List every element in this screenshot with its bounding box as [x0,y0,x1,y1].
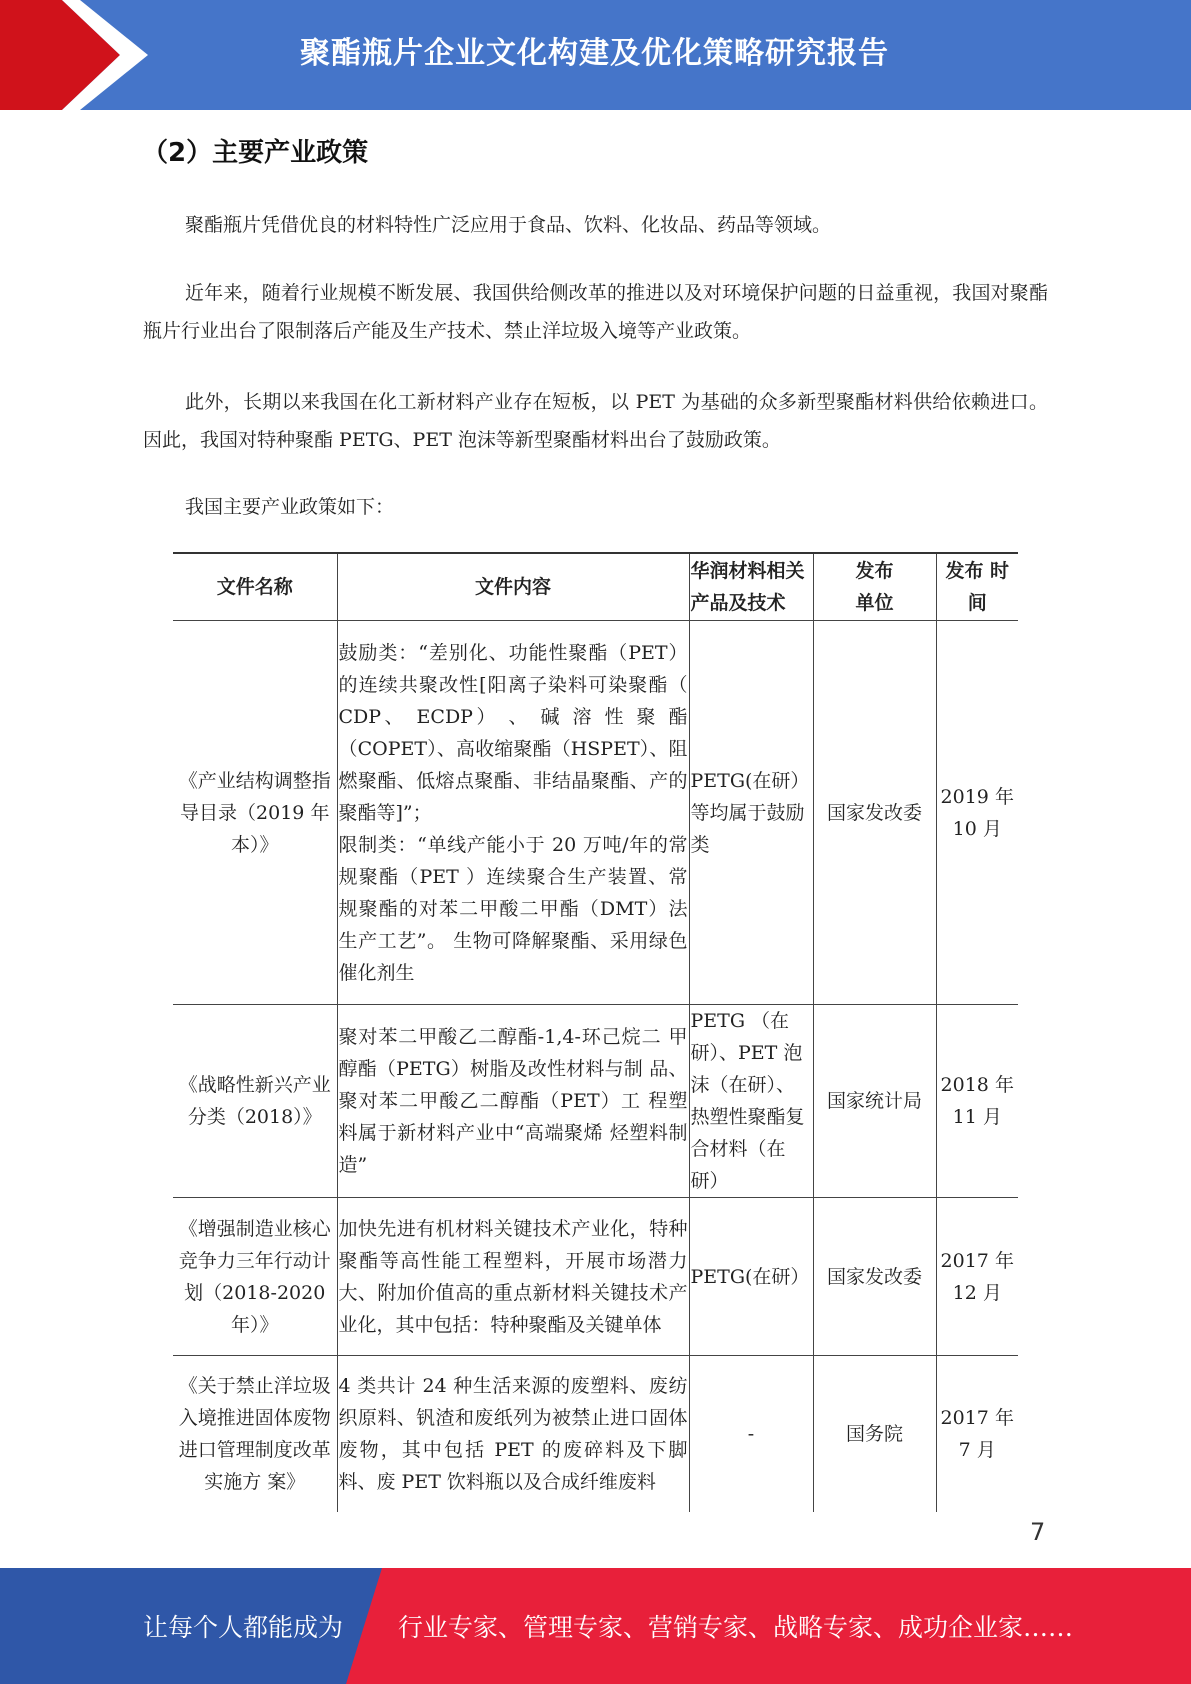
page-number: 7 [1030,1518,1046,1546]
page-header [0,0,1191,110]
cell-date: 2019 年 10 月 [936,621,1018,1005]
paragraph-4: 我国主要产业政策如下： [185,496,395,518]
cell-product: PETG(在研） [689,1198,813,1356]
cell-date: 2018 年 11 月 [936,1005,1018,1198]
cell-unit: 国家统计局 [813,1005,936,1198]
header-date: 发布 时间 [936,553,1018,621]
table-header-row [173,553,1018,621]
report-title: 聚酯瓶片企业文化构建及优化策略研究报告 [300,36,889,71]
cell-unit: 国家发改委 [813,621,936,1005]
header-unit: 发布 单位 [813,553,936,621]
table-row [173,1198,1018,1356]
cell-unit: 国家发改委 [813,1198,936,1356]
paragraph-2: 近年来，随着行业规模不断发展、我国供给侧改革的推进以及对环境保护问题的日益重视，我国对聚酯瓶片行业出台了限制落后产能及生产技术、禁止洋垃圾入境等产业政策。 [143,282,1048,342]
table-row [173,1005,1018,1198]
cell-content: 加快先进有机材料关键技术产业化，特种聚酯等高性能工程塑料，开展市场潜力大、附加价值高的重点新材料关键技术产业化，其中包括：特种聚酯及关键单体 [337,1198,689,1356]
header-content: 文件内容 [337,553,689,621]
paragraph-3: 此外，长期以来我国在化工新材料产业存在短板，以 PET 为基础的众多新型聚酯材料供给依赖进口。因此，我国对特种聚酯 PETG、PET 泡沫等新型聚酯材料出台了鼓励政策。 [143,391,1048,451]
cell-name: 《战略性新兴产业分类（2018）》 [173,1005,337,1198]
cell-name: 《增强制造业核心竞争力三年行动计划（2018-2020 年）》 [173,1198,337,1356]
section-heading: （2）主要产业政策 [142,138,369,168]
cell-name: 《关于禁止洋垃圾入境推进固体废物进口管理制度改革实施方 案》 [173,1356,337,1512]
cell-content: 聚对苯二甲酸乙二醇酯-1,4-环己烷二 甲醇酯（PETG）树脂及改性材料与制 品、聚对苯二甲酸乙二醇酯（PET）工 程塑料属于新材料产业中“高端聚烯 烃塑料制造” [337,1005,689,1198]
cell-product: PETG （在研）、PET 泡沫（在研）、热塑性聚酯复合材料（在研） [689,1005,813,1198]
page-footer [0,1568,1191,1684]
footer-slogan-right: 行业专家、管理专家、营销专家、战略专家、成功企业家…… [398,1613,1074,1642]
cell-content: 鼓励类：“差别化、功能性聚酯（PET） 的连续共聚改性[阳离子染料可染聚酯（ CDP、 ECDP） 、 碱 溶 性 聚 酯（COPET）、高收缩聚酯（HSPET）、阻燃聚酯、低熔点聚酯、非结晶聚酯、产的聚酯等]”； 限制类：“单线产能小于 20 万吨/年的常规聚酯（PET ）连续聚合生产装置、常规聚酯的对苯二甲酸二甲酯（DMT）法生产工艺”。 生物可降解聚酯、采用绿色催化剂生 [337,621,689,1005]
cell-date: 2017 年 7 月 [936,1356,1018,1512]
cell-product: - [689,1356,813,1512]
cell-content: 4 类共计 24 种生活来源的废塑料、废纺织原料、钒渣和废纸列为被禁止进口固体废物，其中包括 PET 的废碎料及下脚料、废 PET 饮料瓶以及合成纤维废料 [337,1356,689,1512]
header-chevron-icon [0,0,160,110]
cell-name: 《产业结构调整指导目录（2019 年本）》 [173,621,337,1005]
paragraph-1: 聚酯瓶片凭借优良的材料特性广泛应用于食品、饮料、化妆品、药品等领域。 [185,214,832,236]
cell-product: PETG(在研）等均属于鼓励类 [689,621,813,1005]
table-row [173,1356,1018,1512]
policy-table [173,552,1018,1512]
cell-date: 2017 年 12 月 [936,1198,1018,1356]
footer-slogan-left: 让每个人都能成为 [143,1613,344,1642]
cell-unit: 国务院 [813,1356,936,1512]
header-name: 文件名称 [173,553,337,621]
table-row [173,621,1018,1005]
header-product: 华润材料相关产品及技术 [689,553,813,621]
